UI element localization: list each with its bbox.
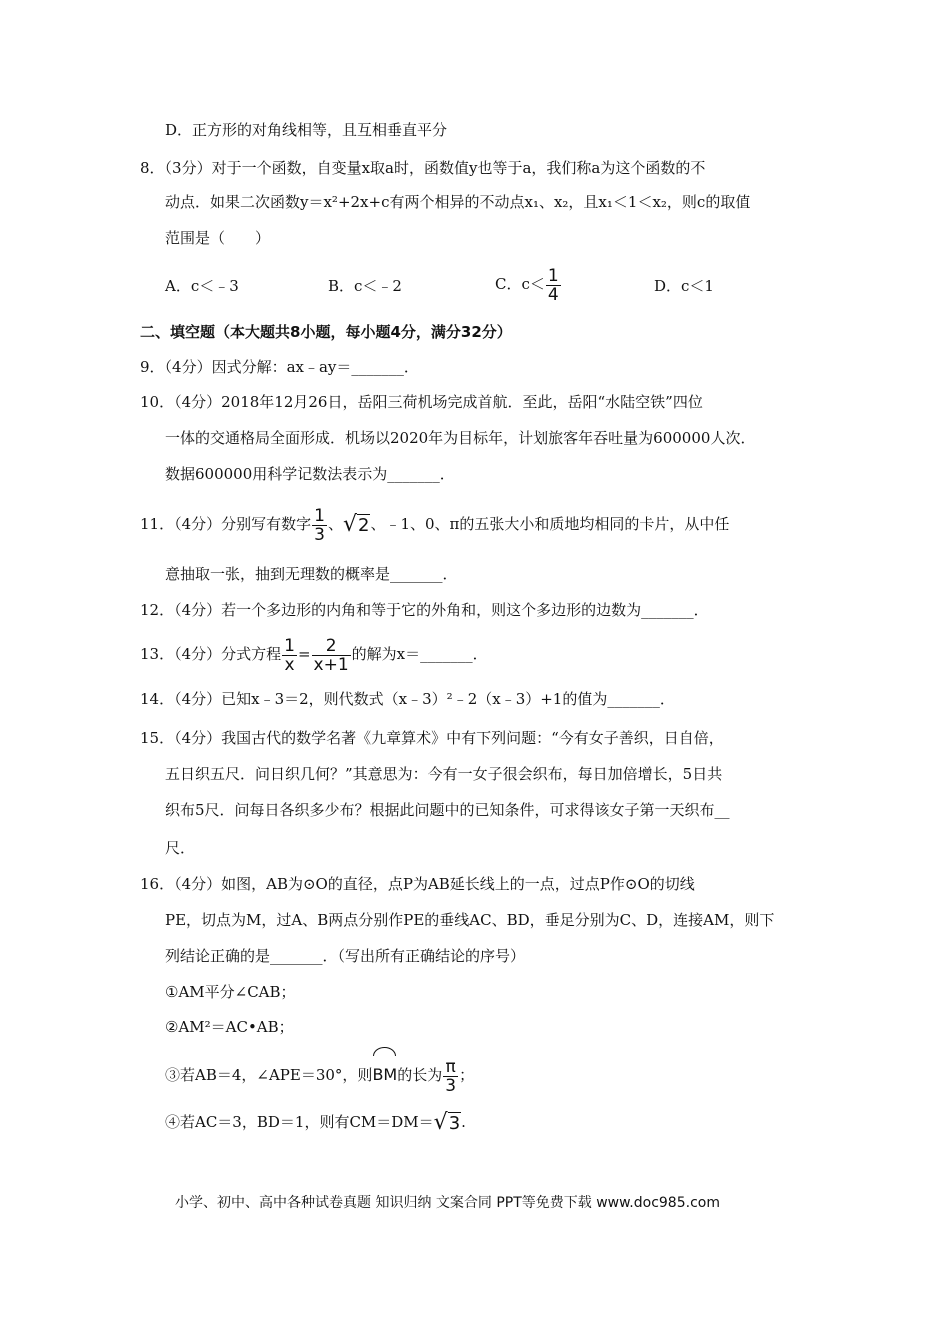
q16-item1: ①AM平分∠CAB； <box>165 983 296 1001</box>
q10-line2: 一体的交通格局全面形成．机场以2020年为目标年，计划旅客年吞吐量为600000人次． <box>165 429 756 447</box>
q13 <box>140 632 488 676</box>
q8-option-c-num: 1 <box>547 265 559 286</box>
q16-item3-den: 3 <box>445 1075 457 1096</box>
q13-frac2-num: 2 <box>312 637 351 656</box>
q16-item3-num: π <box>443 1058 458 1077</box>
q11-line2: 意抽取一张，抽到无理数的概率是_______． <box>165 565 458 583</box>
q15-line1: 15．（4分）我国古代的数学名著《九章算术》中有下列问题：“今有女子善织，日自倍， <box>140 729 724 747</box>
q16-item4-suffix: . <box>461 1113 466 1131</box>
q7-option-d: D．正方形的对角线相等，且互相垂直平分 <box>165 121 448 139</box>
q8-line1: 8．（3分）对于一个函数，自变量x取a时，函数值y也等于a，我们称a为这个函数的不 <box>140 159 706 177</box>
q15-line3: 织布5尺．问每日各织多少布？根据此问题中的已知条件，可求得该女子第一天织布__ <box>165 801 730 819</box>
q13-eq: = <box>297 645 311 663</box>
q11-frac-num: 1 <box>314 505 325 526</box>
q16-item3-prefix: ③若AB＝4，∠APE＝30°，则 <box>165 1066 373 1084</box>
q16-item3-arc: BM <box>372 1047 397 1099</box>
q15-line2: 五日织五尺．问日织几何？”其意思为：今有一女子很会织布，每日加倍增长，5日共 <box>165 765 723 783</box>
q8-line2: 动点．如果二次函数y＝x²+2x+c有两个相异的不动点x₁、x₂，且x₁＜1＜x₂，则c的取值 <box>165 193 751 211</box>
q13-frac2-den: x+1 <box>313 654 349 675</box>
q11-fraction <box>312 507 327 544</box>
q8-option-d: D．c＜1 <box>654 277 714 295</box>
q16-item3 <box>165 1047 474 1095</box>
q11-sqrt-val: 2 <box>358 514 370 536</box>
q13-prefix: 13．（4分）分式方程 <box>140 645 282 663</box>
q16-item3-suffix: ； <box>459 1066 475 1084</box>
q16-item4 <box>165 1105 466 1139</box>
q15-line4: 尺． <box>165 839 196 857</box>
q11-sep: 、 <box>327 515 343 533</box>
q16-line3: 列结论正确的是_______．（写出所有正确结论的序号） <box>165 947 526 965</box>
q8-option-b: B．c＜﹣2 <box>328 277 402 295</box>
section2-title: 二、填空题（本大题共8小题，每小题4分，满分32分） <box>140 323 512 341</box>
q8-option-c-fraction <box>546 267 561 304</box>
q16-item4-sqrt: √3 <box>433 1109 461 1135</box>
q16-item3-mid: 的长为 <box>397 1066 443 1084</box>
q16-line1: 16．（4分）如图，AB为⊙O的直径，点P为AB延长线上的一点，过点P作⊙O的切线 <box>140 875 695 893</box>
q16-item4-prefix: ④若AC＝3，BD＝1，则有CM＝DM＝ <box>165 1113 434 1131</box>
q8-option-c <box>495 262 562 306</box>
q16-item4-sqrt-val: 3 <box>448 1112 461 1134</box>
q16-item3-fraction <box>443 1058 458 1095</box>
q11-line1 <box>140 502 729 546</box>
q10-line3: 数据600000用科学记数法表示为_______． <box>165 465 455 483</box>
q8-line3: 范围是（ ） <box>165 229 271 247</box>
footer-text: 小学、初中、高中各种试卷真题 知识归纳 文案合同 PPT等免费下载 www.doc985.com <box>175 1195 720 1211</box>
q11-prefix: 11．（4分）分别写有数字 <box>140 515 312 533</box>
q13-frac1-num: 1 <box>284 635 295 656</box>
q8-option-a: A．c＜﹣3 <box>165 277 239 295</box>
q16-line2: PE，切点为M，过A、B两点分别作PE的垂线AC、BD，垂足分别为C、D，连接AM，则下 <box>165 911 775 929</box>
q12: 12．（4分）若一个多边形的内角和等于它的外角和，则这个多边形的边数为_______． <box>140 601 709 619</box>
q11-sqrt: √2 <box>342 511 370 537</box>
q13-suffix: 的解为x＝_______． <box>351 645 488 663</box>
q8-option-c-den: 4 <box>547 284 559 305</box>
q8-option-c-prefix: C．c＜ <box>495 275 545 293</box>
q13-fraction2 <box>312 637 351 674</box>
q14: 14．（4分）已知x﹣3＝2，则代数式（x﹣3）²﹣2（x﹣3）+1的值为_______． <box>140 690 675 708</box>
q11-frac-den: 3 <box>314 524 325 545</box>
q13-frac1-den: x <box>284 654 295 675</box>
q11-suffix: 、﹣1、0、π的五张大小和质地均相同的卡片，从中任 <box>370 515 730 533</box>
q16-item2: ②AM²＝AC•AB； <box>165 1018 294 1036</box>
q9: 9．（4分）因式分解：ax﹣ay＝_______． <box>140 358 419 376</box>
q10-line1: 10．（4分）2018年12月26日，岳阳三荷机场完成首航．至此，岳阳“水陆空铁”四位 <box>140 393 703 411</box>
q13-fraction1 <box>282 637 297 674</box>
